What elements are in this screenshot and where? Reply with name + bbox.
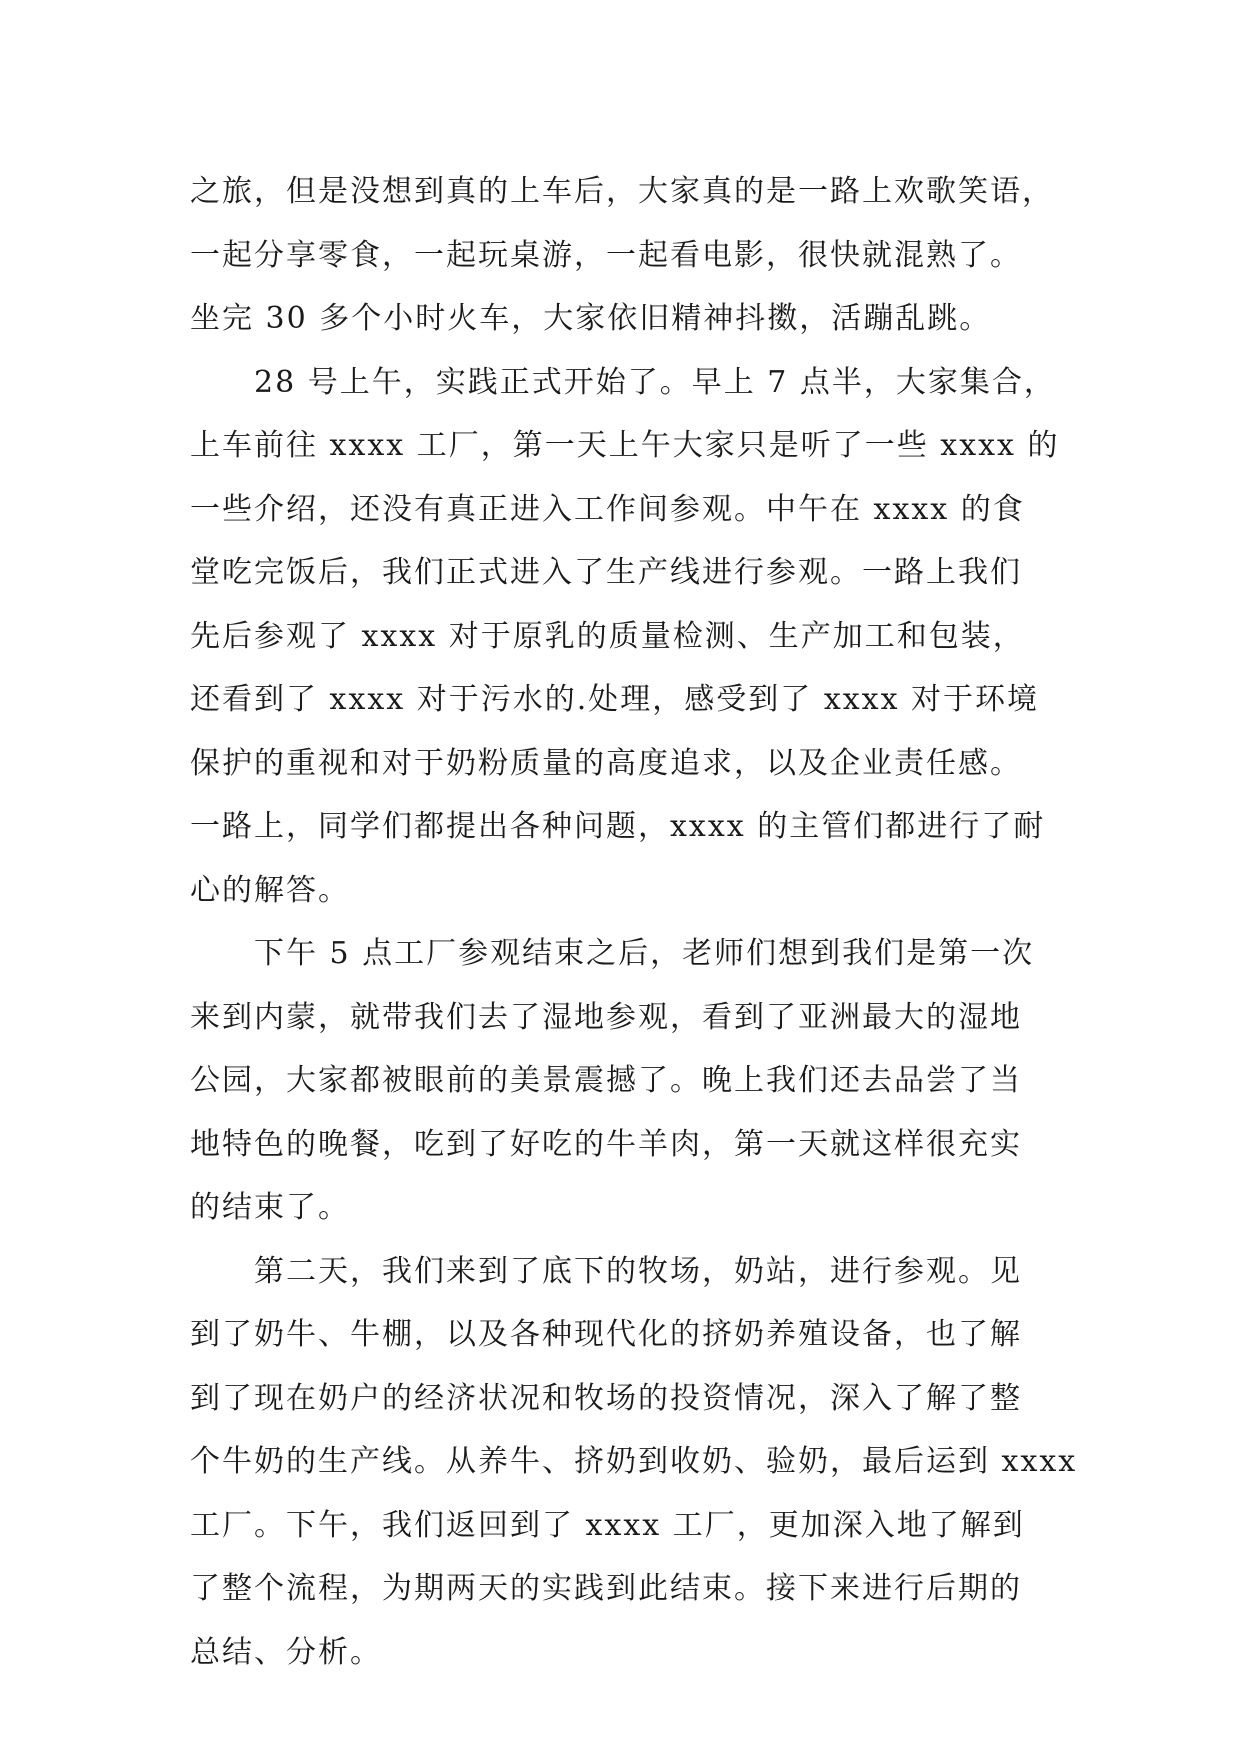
text-line: 总结、分析。: [190, 1634, 382, 1670]
text-line: 上车前往 xxxx 工厂，第一天上午大家只是听了一些 xxxx 的: [190, 428, 1060, 463]
text-line: 一路上，同学们都提出各种问题，xxxx 的主管们都进行了耐: [190, 809, 1046, 844]
paragraph-start-line: 28 号上午，实践正式开始了。早上 7 点半，大家集合，: [254, 364, 1056, 400]
text-line: 心的解答。: [190, 872, 350, 908]
text-line: 了整个流程，为期两天的实践到此结束。接下来进行后期的: [190, 1571, 1022, 1606]
text-line: 工厂。下午，我们返回到了 xxxx 工厂，更加深入地了解到: [190, 1507, 1025, 1543]
text-line: 个牛奶的生产线。从养牛、挤奶到收奶、验奶，最后运到 xxxx: [190, 1444, 1078, 1479]
text-line: 到了奶牛、牛棚，以及各种现代化的挤奶养殖设备，也了解: [190, 1317, 1022, 1352]
body-text: [190, 160, 1078, 1684]
text-line: 到了现在奶户的经济状况和牧场的投资情况，深入了解了整: [190, 1380, 1022, 1416]
paragraph-start-line: 第二天，我们来到了底下的牧场，奶站，进行参观。见: [254, 1253, 1022, 1289]
text-line: 先后参观了 xxxx 对于原乳的质量检测、生产加工和包装，: [190, 618, 1025, 654]
text-line: 地特色的晚餐，吃到了好吃的牛羊肉，第一天就这样很充实: [190, 1126, 1022, 1162]
text-line: 坐完 30 多个小时火车，大家依旧精神抖擞，活蹦乱跳。: [190, 301, 992, 336]
text-line: 之旅，但是没想到真的上车后，大家真的是一路上欢歌笑语，: [190, 174, 1054, 209]
paragraph-start-line: 下午 5 点工厂参观结束之后，老师们想到我们是第一次: [254, 936, 1035, 971]
text-line: 堂吃完饭后，我们正式进入了生产线进行参观。一路上我们: [190, 555, 1022, 590]
text-line: 还看到了 xxxx 对于污水的.处理，感受到了 xxxx 对于环境: [190, 682, 1040, 717]
text-line: 公园，大家都被眼前的美景震撼了。晚上我们还去品尝了当: [190, 1063, 1022, 1098]
text-line: 一些介绍，还没有真正进入工作间参观。中午在 xxxx 的食: [190, 491, 1025, 527]
text-line: 来到内蒙，就带我们去了湿地参观，看到了亚洲最大的湿地: [190, 999, 1022, 1035]
text-line: 一起分享零食，一起玩桌游，一起看电影，很快就混熟了。: [190, 237, 1022, 273]
text-line: 的结束了。: [190, 1190, 350, 1225]
text-line: 保护的重视和对于奶粉质量的高度追求，以及企业责任感。: [190, 745, 1022, 781]
